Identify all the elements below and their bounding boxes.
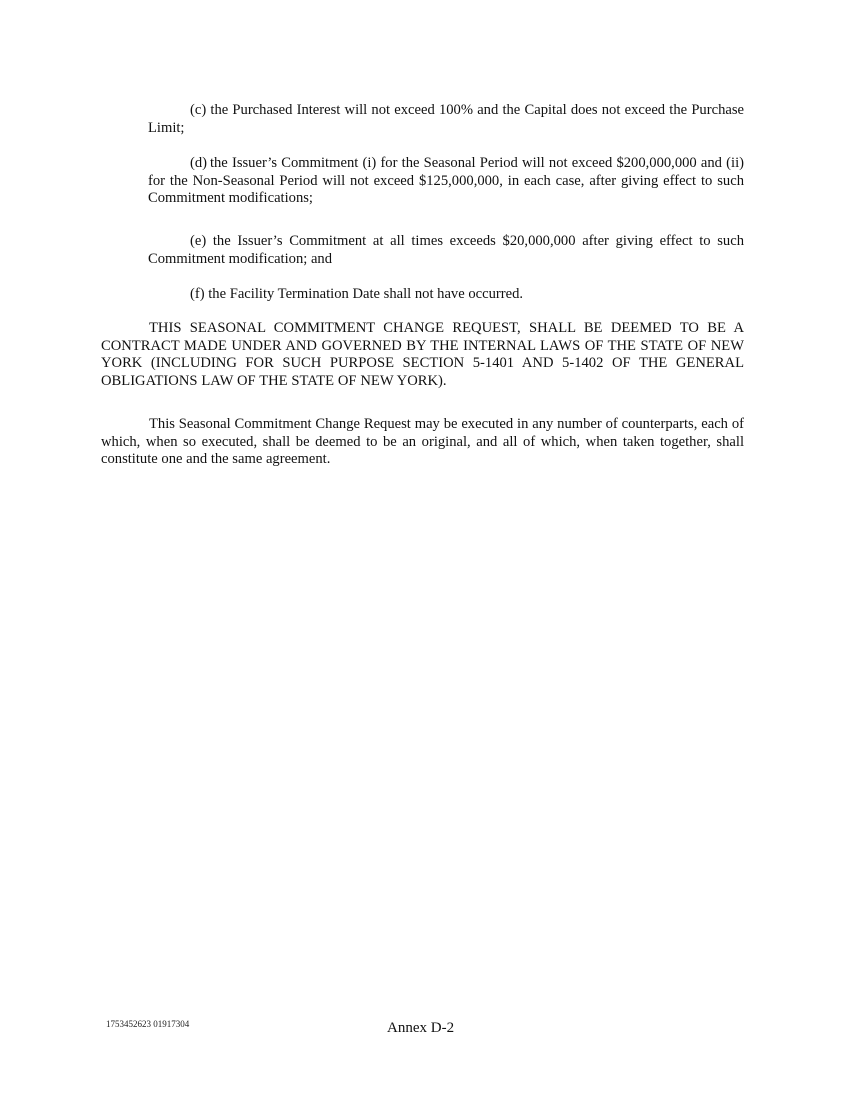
clause-d: (d) the Issuer’s Commitment (i) for the Seasonal Period will not exceed $200,000,000 and (ii) for the Non-Seasonal Period will not exceed $125,000,000, in each case, after giving effect to such Commitment modifications; (148, 155, 744, 206)
governing-law-paragraph: THIS SEASONAL COMMITMENT CHANGE REQUEST, SHALL BE DEEMED TO BE A CONTRACT MADE UNDER AND GOVERNED BY THE INTERNAL LAWS OF THE STATE OF NEW YORK (INCLUDING FOR SUCH PURPOSE SECTION 5-1401 AND 5-1402 OF THE GENERAL OBLIGATIONS LAW OF THE STATE OF NEW YORK). (101, 320, 744, 389)
clause-e: (e) the Issuer’s Commitment at all times exceeds $20,000,000 after giving effect to such Commitment modification; and (148, 233, 744, 267)
counterparts-paragraph: This Seasonal Commitment Change Request may be executed in any number of counterparts, each of which, when so executed, shall be deemed to be an original, and all of which, when taken together, shall constitute one and the same agreement. (101, 416, 744, 467)
clause-f: (f) the Facility Termination Date shall not have occurred. (190, 286, 524, 302)
footer-document-id: 1753452623 01917304 (106, 1019, 190, 1029)
clause-c: (c) the Purchased Interest will not exceed 100% and the Capital does not exceed the Purchase Limit; (148, 102, 744, 136)
footer-page-label: Annex D-2 (387, 1020, 455, 1036)
